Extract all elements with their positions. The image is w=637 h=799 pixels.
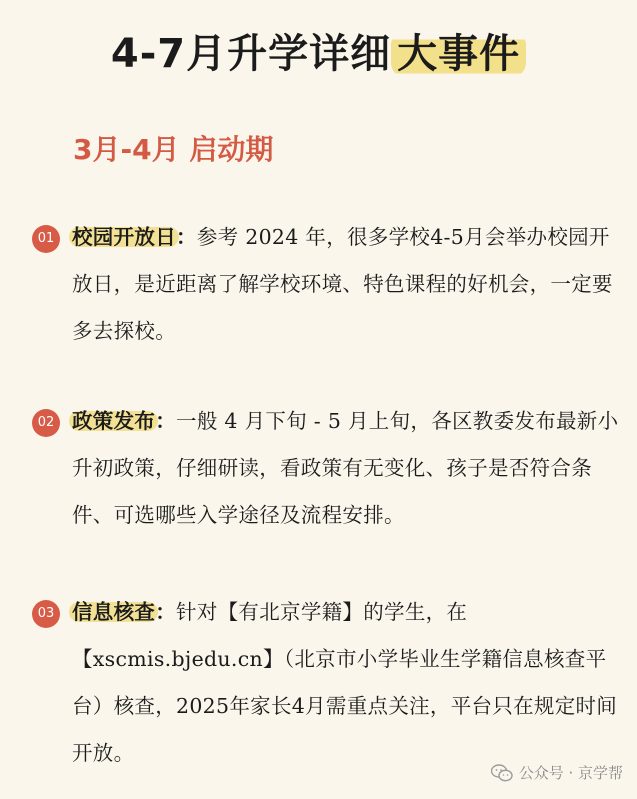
item-body: 参考 2024 年，很多学校4-5月会举办校园开放日，是近距离了解学校环境、特色课程的好机会，一定要多去探校。 xyxy=(72,225,613,343)
list-item-02 xyxy=(30,398,620,539)
item-colon: ： xyxy=(155,409,177,433)
title-highlight: 大事件 xyxy=(391,31,526,77)
item-number-badge: 01 xyxy=(32,225,60,253)
item-colon: ： xyxy=(176,225,197,249)
list-item-01 xyxy=(30,214,620,355)
item-keyword: 校园开放日 xyxy=(72,225,176,249)
page-title xyxy=(0,22,637,79)
phase-heading: 3月-4月 启动期 xyxy=(73,133,274,166)
wechat-icon xyxy=(491,764,513,782)
item-body: 一般 4 月下旬 - 5 月上旬，各区教委发布最新小升初政策，仔细研读，看政策有无变化、孩子是否符合条件、可选哪些入学途径及流程安排。 xyxy=(72,409,619,527)
item-body: 针对【有北京学籍】的学生，在【xscmis.bjedu.cn】（北京市小学毕业生学籍信息核查平台）核查，2025年家长4月需重点关注，平台只在规定时间开放。 xyxy=(72,600,618,765)
item-number-badge: 03 xyxy=(32,600,60,628)
item-keyword: 政策发布 xyxy=(72,409,156,433)
item-text xyxy=(72,398,620,539)
watermark-text: 公众号 · 京学帮 xyxy=(518,764,623,782)
item-text xyxy=(72,589,620,777)
item-text xyxy=(72,214,620,355)
item-keyword: 信息核查 xyxy=(72,600,156,624)
item-number-badge: 02 xyxy=(32,409,60,437)
list-item-03 xyxy=(30,589,620,777)
item-colon: ： xyxy=(155,600,177,624)
title-main: 4-7月升学详细 xyxy=(110,31,392,77)
watermark xyxy=(491,762,623,783)
